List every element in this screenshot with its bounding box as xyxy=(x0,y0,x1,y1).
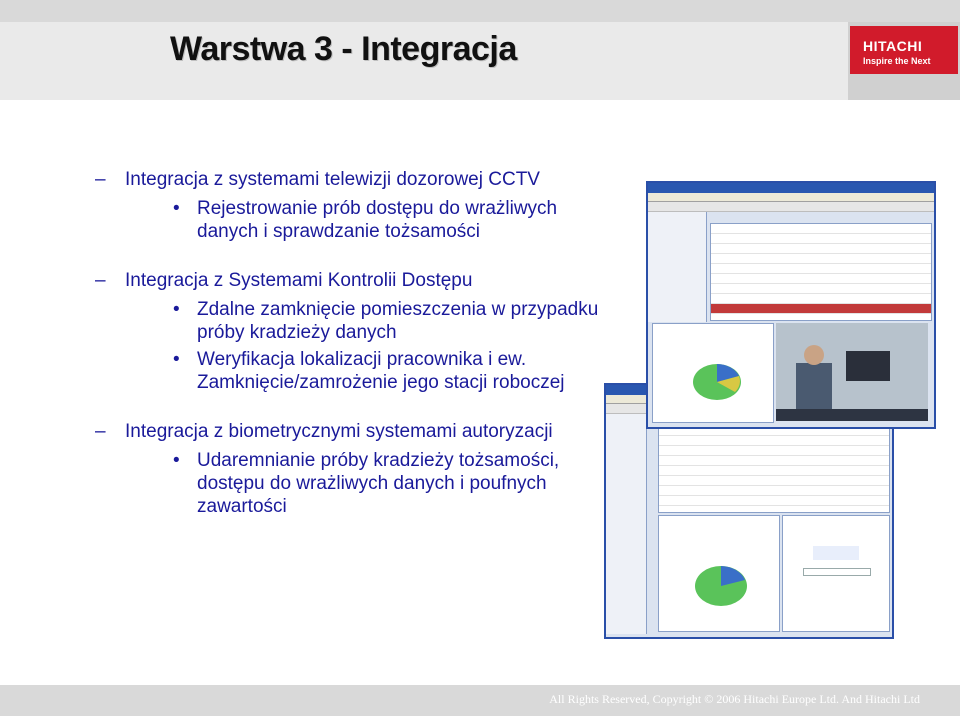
table-row xyxy=(711,224,931,234)
table-row xyxy=(711,244,931,254)
sub-bullet-text: Weryfikacja lokalizacji pracownika i ew. Zamknięcie/zamrożenie jego stacji roboczej xyxy=(197,349,565,393)
table-row xyxy=(711,304,931,314)
sub-bullet-text: Rejestrowanie prób dostępu do wrażliwych danych i sprawdzanie tożsamości xyxy=(197,198,558,242)
sub-bullet-text: Udaremnianie próby kradzieży tożsamości, dostępu do wrażliwych danych i poufnych zawartości xyxy=(197,450,560,517)
bullet-item xyxy=(95,420,605,518)
table-row xyxy=(711,254,931,264)
search-logo-placeholder xyxy=(813,546,859,560)
pie-chart-graphic xyxy=(653,324,773,422)
data-grid xyxy=(658,425,890,513)
pie-chart-graphic xyxy=(659,516,779,631)
player-controls xyxy=(776,409,928,421)
dash-marker: – xyxy=(95,270,106,291)
window-sidebar xyxy=(606,414,647,634)
table-row xyxy=(711,234,931,244)
bullet-text: Integracja z biometrycznymi systemami autoryzacji xyxy=(125,421,553,442)
table-row xyxy=(659,446,889,456)
dash-marker: – xyxy=(95,169,106,190)
sub-bullet-item xyxy=(125,298,605,344)
top-bar xyxy=(0,0,960,22)
logo-text: HITACHI xyxy=(863,38,923,54)
table-row xyxy=(711,284,931,294)
table-row xyxy=(659,486,889,496)
bullet-text: Integracja z systemami telewizji dozorowej CCTV xyxy=(125,169,540,190)
dot-marker: • xyxy=(173,450,180,471)
chart-panel xyxy=(652,323,774,423)
monitor-shape xyxy=(846,351,890,381)
bullet-text: Integracja z Systemami Kontrolii Dostępu xyxy=(125,270,473,291)
data-grid xyxy=(710,223,932,321)
table-row xyxy=(711,274,931,284)
dot-marker: • xyxy=(173,349,180,370)
cctv-scene-graphic xyxy=(776,323,928,421)
sub-bullet-item xyxy=(125,197,605,243)
cctv-video-panel xyxy=(776,323,928,421)
dash-marker: – xyxy=(95,421,106,442)
copyright-text: All Rights Reserved, Copyright © 2006 Hitachi Europe Ltd. And Hitachi Ltd xyxy=(549,692,920,706)
search-box-graphic xyxy=(803,568,871,576)
sub-bullet-text: Zdalne zamknięcie pomieszczenia w przypadku próby kradzieży danych xyxy=(197,299,599,343)
sub-bullet-item xyxy=(125,449,605,518)
bullet-item xyxy=(95,168,605,243)
slide-title: Warstwa 3 - Integracja xyxy=(170,30,517,68)
browser-panel xyxy=(782,515,890,632)
dot-marker: • xyxy=(173,299,180,320)
sub-bullet-item xyxy=(125,348,605,394)
hitachi-logo xyxy=(850,26,958,74)
screenshot-image xyxy=(646,181,936,429)
head-shape xyxy=(804,345,824,365)
table-row xyxy=(659,466,889,476)
window-menubar xyxy=(648,193,934,202)
window-sidebar xyxy=(648,212,707,322)
table-row xyxy=(659,456,889,466)
bullet-list xyxy=(95,168,605,518)
window-titlebar xyxy=(648,183,934,193)
person-shape xyxy=(796,363,832,413)
bullet-item xyxy=(95,269,605,394)
table-row xyxy=(711,294,931,304)
table-row xyxy=(659,496,889,506)
logo-tagline: Inspire the Next xyxy=(863,56,931,66)
chart-panel xyxy=(658,515,780,632)
table-row xyxy=(659,436,889,446)
dot-marker: • xyxy=(173,198,180,219)
window-toolbar xyxy=(648,202,934,212)
table-row xyxy=(711,264,931,274)
table-row xyxy=(659,476,889,486)
